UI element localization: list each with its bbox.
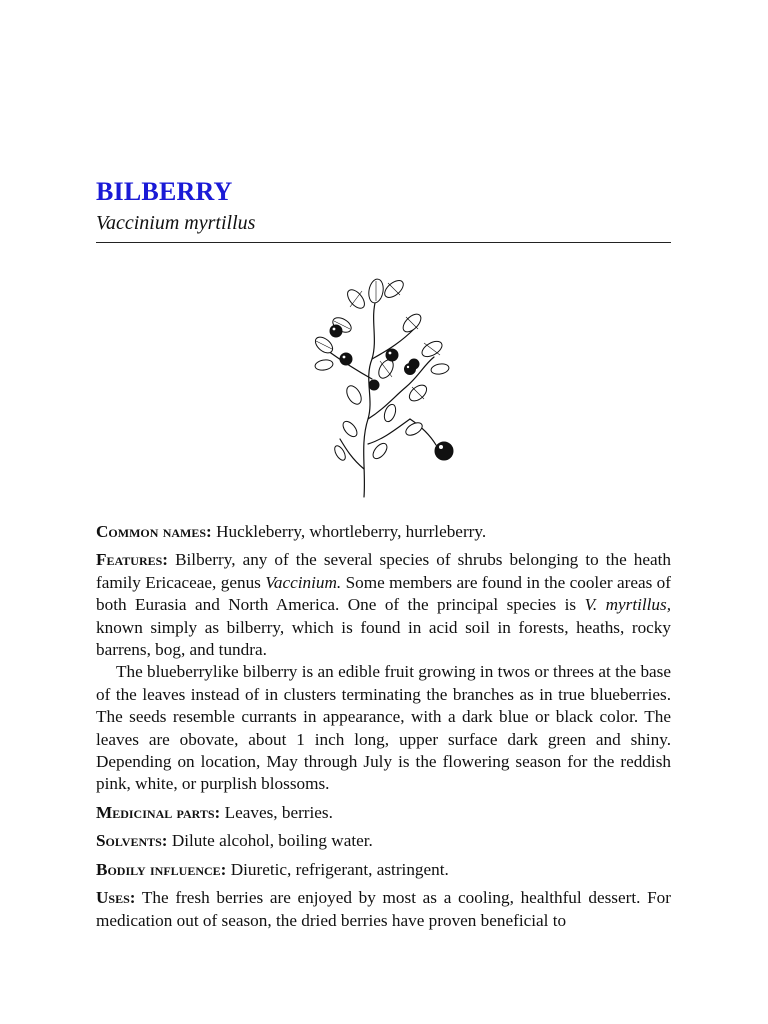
solvents-label: Solvents:: [96, 831, 168, 851]
features-paragraph-2: The blueberrylike bilberry is an edible fruit growing in twos or threes at the base of the leaves instead of in clusters terminating the branches as in true blueberries. The seeds resemble currants in appearance, with a dark blue or black color. The leaves are obovate, about 1 inch long, upper surface dark green and shiny. Depending on location, May through July is the flowering season for the reddish pink, white, or purplish blossoms.: [96, 662, 671, 794]
uses-text: The fresh berries are enjoyed by most as a cooling, healthful dessert. For medication out of season, the dried berries have proven beneficial to: [96, 888, 671, 930]
features-species: V. myrtillus,: [584, 595, 671, 615]
solvents-paragraph: [96, 830, 671, 852]
medicinal-parts-paragraph: [96, 802, 671, 824]
bodily-influence-label: Bodily influence:: [96, 859, 227, 879]
features-text-b: Some members are found in the cooler areas of both Eurasia and North America. One of the principal species is: [96, 572, 671, 615]
medicinal-parts-label: Medicinal parts:: [96, 802, 221, 822]
features-paragraph: [96, 549, 671, 661]
page: [96, 176, 671, 938]
solvents-text: Dilute alcohol, boiling water.: [167, 831, 373, 851]
bodily-influence-text: Diuretic, refrigerant, astringent.: [226, 859, 449, 879]
common-names-paragraph: [96, 521, 671, 543]
uses-paragraph: [96, 887, 671, 932]
bodily-influence-paragraph: [96, 859, 671, 881]
body-text: [96, 521, 671, 932]
features-label: Features:: [96, 550, 169, 570]
features-text-a: Bilberry, any of the several species of shrubs belonging to the heath family Ericaceae, genus: [96, 550, 671, 592]
scientific-name: Vaccinium myrtillus: [96, 210, 671, 243]
common-names-label: Common names:: [96, 522, 212, 541]
bilberry-illustration: [294, 269, 474, 499]
uses-label: Uses:: [96, 888, 136, 908]
features-text-c: known simply as bilberry, which is found in acid soil in forests, heaths, rocky barrens, bog, and tundra.: [96, 617, 671, 660]
medicinal-parts-text: Leaves, berries.: [220, 802, 333, 822]
features-genus: Vaccinium.: [265, 572, 342, 592]
common-names-text: Huckleberry, whortleberry, hurrleberry.: [211, 522, 487, 541]
page-title: BILBERRY: [96, 177, 233, 206]
